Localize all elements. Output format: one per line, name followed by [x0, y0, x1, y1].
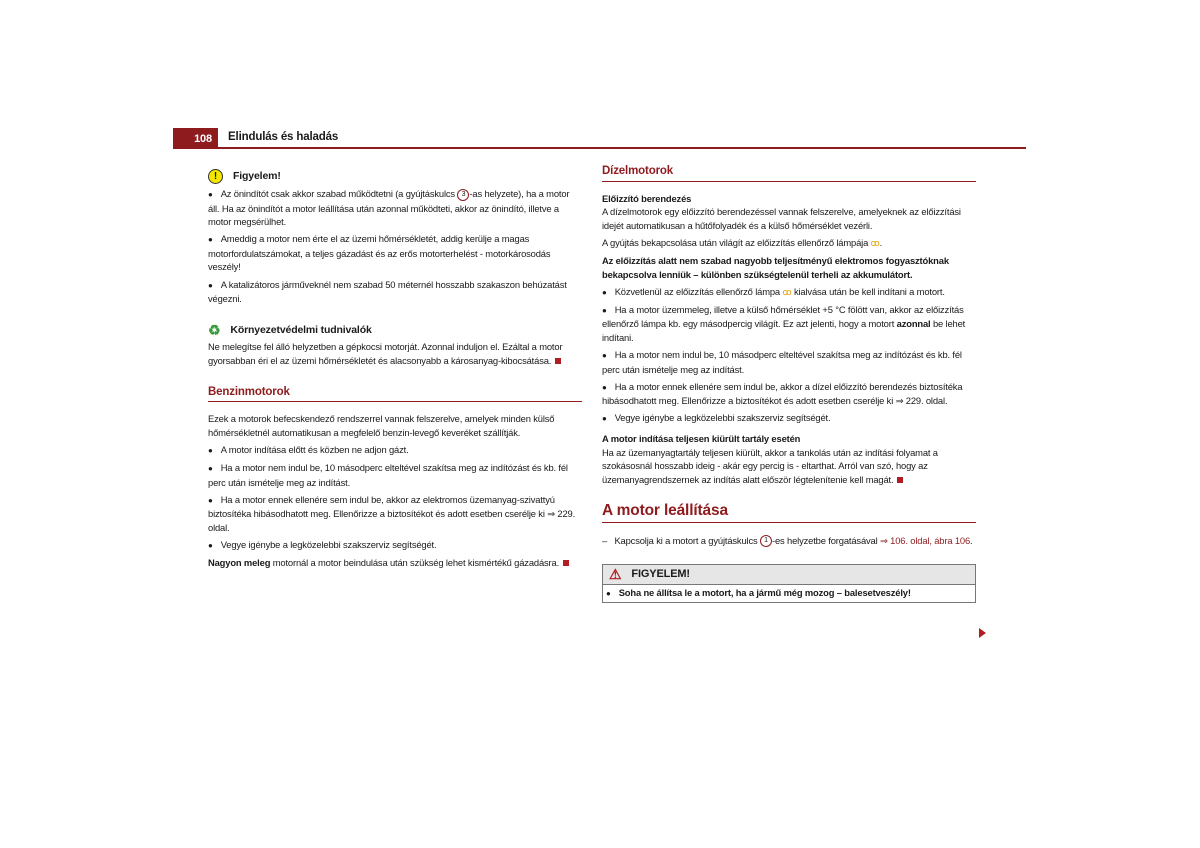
- end-marker-icon: [555, 358, 561, 364]
- petrol-bullet: ● Vegye igénybe a legközelebbi szakszerviz segítségét.: [208, 538, 582, 553]
- page-reference-link[interactable]: ⇒ 106. oldal, ábra 106: [880, 534, 971, 546]
- warning-box-title: FIGYELEM!: [631, 567, 690, 580]
- header-rule: [173, 147, 1026, 149]
- text: kialvása után be kell indítani a motort.: [791, 285, 945, 297]
- subheading-empty-tank: A motor indítása teljesen kiürült tartály esetén: [602, 433, 801, 444]
- text: Közvetlenül az előizzítás ellenőrző lámpa: [614, 285, 783, 297]
- text: -es helyzetbe forgatásával: [772, 534, 880, 546]
- section-heading-petrol: Benzinmotorok: [208, 386, 582, 403]
- key-position-badge: 1: [760, 535, 772, 547]
- warning-box: [602, 564, 976, 603]
- section-heading-stop-engine: A motor leállítása: [602, 504, 976, 523]
- recycle-icon: ♻: [208, 321, 221, 338]
- text: be lehet indítani.: [602, 318, 966, 343]
- warning-triangle-icon: ⚠: [609, 565, 622, 582]
- text: .: [970, 534, 973, 546]
- env-title: Környezetvédelmi tudnivalók: [230, 323, 372, 336]
- text: Ne melegítse fel álló helyzetben a gépkocsi motorját. Azonnal induljon el. Ezáltal a motor gyorsabban éri el az üzemi hőmérsékletét és alacsonyabb a károsanyag-kibocsátása.: [208, 341, 563, 366]
- end-marker-icon: [563, 560, 569, 566]
- text: Ha az üzemanyagtartály teljesen kiürült, akkor a tankolás után az indítási folyamat a szokásosnál hosszabb ideig - akár egy percig is - eltarthat. Arról van szó, hogy az üzemanyagrendszernek az indítás alatt először légtelenítenie kell magát.: [602, 446, 938, 485]
- text: motornál a motor beindulása után szükség lehet kismértékű gázadásra.: [270, 556, 560, 568]
- env-note-title: [208, 321, 582, 338]
- exclamation-circle-icon: !: [208, 169, 223, 184]
- section-heading-diesel: Dízelmotorok: [602, 165, 976, 182]
- warning-bullet: ● Ameddig a motor nem érte el az üzemi hőmérsékletét, addig kerülje a magas motorfordulatszámokat, a teljes gázadást és az erős motorterhelést - motorkárosodás veszély!: [208, 232, 582, 274]
- bold-text: azonnal: [896, 318, 931, 330]
- warning-bullet: ● A katalizátoros járműveknél nem szabad 50 méternél hosszabb szakaszon behúzatást végezni.: [208, 278, 582, 306]
- continue-arrow-icon: [979, 628, 986, 638]
- warning-box-text: ● Soha ne állítsa le a motort, ha a jármű még mozog – balesetveszély!: [603, 585, 975, 602]
- glow-plug-lamp-icon: ꝏ: [870, 237, 880, 248]
- petrol-bullet: ● Ha a motor ennek ellenére sem indul be, akkor az elektromos üzemanyag-szivattyú biztosítéka hibásodhatott meg. Ellenőrizze a biztosítékot és adott esetben cserélje ki ⇒ 229. oldal.: [208, 493, 582, 535]
- petrol-bullet: ● Ha a motor nem indul be, 10 másodperc elteltével szakítsa meg az indítózást és kb. fél perc után ismételje meg az indítást.: [208, 461, 582, 489]
- diesel-bullet: ● Ha a motor ennek ellenére sem indul be, akkor a dízel előizzító berendezés biztosítéka hibásodhatott meg. Ellenőrizze a biztosítékot és adott esetben cserélje ki ⇒ 229. oldal.: [602, 380, 976, 408]
- subheading-glow: Előizzító berendezés: [602, 192, 692, 204]
- left-column: [208, 169, 582, 573]
- stop-step: – Kapcsolja ki a motort a gyújtáskulcs 1 -es helyzetbe forgatásával ⇒ 106. oldal, ábra 106.: [602, 534, 973, 546]
- petrol-bullet: ● A motor indítása előtt és közben ne adjon gázt.: [208, 443, 582, 458]
- chapter-title: Elindulás és haladás: [228, 131, 339, 143]
- right-column: [602, 165, 976, 603]
- diesel-bullet: ● Ha a motor nem indul be, 10 másodperc elteltével szakítsa meg az indítózást és kb. fél perc után ismételje meg az indítást.: [602, 348, 976, 376]
- diesel-bullet: ● Vegye igénybe a legközelebbi szakszerviz segítségét.: [602, 411, 976, 426]
- text: Az önindítót csak akkor szabad működtetni (a gyújtáskulcs: [220, 188, 458, 199]
- warning-box-header: [603, 565, 975, 586]
- page-number: 108: [173, 128, 218, 148]
- warning-note-title: [208, 169, 582, 184]
- diesel-bullet: [602, 303, 976, 345]
- text: Ha a motor üzemmeleg, illetve a külső hőmérséklet +5 °C fölött van, akkor az előizzítás ellenőrző lámpa kb. egy másodpercig világít. Ez azt jelenti, hogy a motort: [602, 303, 964, 330]
- glow-plug-lamp-icon: ꝏ: [782, 286, 792, 297]
- bold-text: Nagyon meleg: [208, 556, 271, 568]
- warning-title: Figyelem!: [233, 169, 281, 182]
- end-marker-icon: [897, 477, 903, 483]
- diesel-p2: A gyújtás bekapcsolása után világít az előizzítás ellenőrző lámpája ꝏ.: [602, 236, 883, 248]
- diesel-bullet: [602, 285, 976, 300]
- hot-engine-note: [208, 556, 582, 570]
- diesel-p1: A dízelmotorok egy előizzító berendezéssel vannak felszerelve, amelyeknek az előizzítási idejét automatikusan a hűtőfolyadék és a külső hőmérséklet vezérli.: [602, 206, 961, 231]
- diesel-bold-note: Az előizzítás alatt nem szabad nagyobb teljesítményű elektromos fogyasztóknak bekapcsolva lenniük – különben szükségtelenül terheli az akkumulátort.: [602, 254, 949, 280]
- text: -as helyzete), ha a motor áll. Ha az önindítót a motor leállítása után azonnal működteti, akkor az önindító, illetve a motor megsérülhet.: [208, 188, 570, 228]
- env-text: [208, 340, 582, 367]
- petrol-intro: Ezek a motorok befecskendező rendszerrel vannak felszerelve, amelyek minden külső hőmérsékletnél automatikusan a megfelelő benzin-levegő keveréket szállítják.: [208, 413, 555, 438]
- key-position-badge: 3: [457, 189, 469, 201]
- empty-tank-text: [602, 446, 976, 487]
- warning-bullet: [208, 187, 582, 229]
- text: A gyújtás bekapcsolása után világít az előizzítás ellenőrző lámpája: [602, 236, 871, 248]
- text: Kapcsolja ki a motort a gyújtáskulcs: [614, 534, 760, 546]
